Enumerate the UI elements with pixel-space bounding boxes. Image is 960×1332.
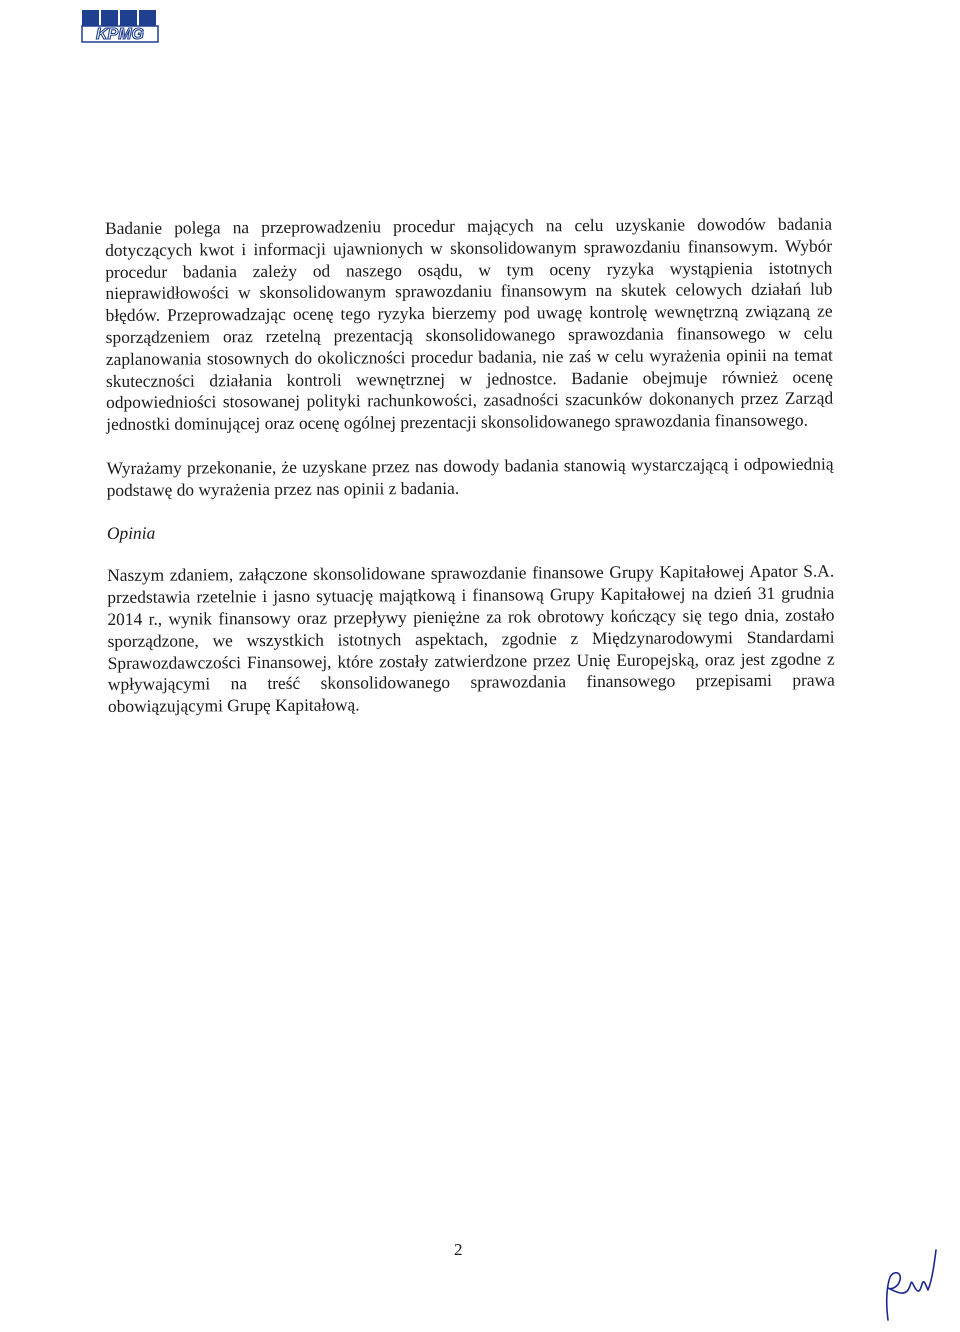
- page-number: 2: [454, 1240, 463, 1259]
- logo-text: KPMG: [96, 26, 144, 43]
- paragraph-opinion: Naszym zdaniem, załączone skonsolidowane sprawozdanie finansowe Grupy Kapitałowej Apator S.A. przedstawia rzetelnie i jasno sytuację majątkową i finansową Grupy Kapitałowej na dzień 31 grudnia 2014 r., wynik finansowy oraz przepływy pieniężne za rok obrotowy kończący się tego dnia, zostało sporządzone, we wszystkich istotnych aspektach, zgodnie z Międzynarodowymi Standardami Sprawozdawczości Finansowej, które zostały zatwierdzone przez Unię Europejską, oraz jest zgodne z wpływającymi na treść skonsolidowanego sprawozdania finansowego przepisami prawa obowiązującymi Grupę Kapitałową.: [107, 560, 835, 717]
- paragraph-audit-scope: Badanie polega na przeprowadzeniu procedur mających na celu uzyskanie dowodów badania dotyczących kwot i informacji ujawnionych w skonsolidowanym sprawozdaniu finansowym. Wybór procedur badania zależy od naszego osądu, w tym oceny ryzyka wystąpienia istotnych nieprawidłowości w skonsolidowanym sprawozdaniu finansowym na skutek celowych działań lub błędów. Przeprowadzając ocenę tego ryzyka bierzemy pod uwagę kontrolę wewnętrzną związaną ze sporządzeniem oraz rzetelną prezentacją skonsolidowanego sprawozdania finansowego w celu zaplanowania stosownych do okoliczności procedur badania, nie zaś w celu wyrażenia opinii na temat skuteczności działania kontroli wewnętrznej w jednostce. Badanie obejmuje również ocenę odpowiedniości stosowanej polityki rachunkowości, zasadności szacunków dokonanych przez Zarząd jednostki dominującej oraz ocenę ogólnej prezentacji skonsolidowanego sprawozdania finansowego.: [105, 213, 834, 435]
- handwritten-initials: [874, 1244, 942, 1324]
- report-body: [105, 214, 835, 718]
- kpmg-logo: [80, 8, 160, 46]
- opinion-heading: Opinia: [106, 522, 156, 543]
- paragraph-belief: Wyrażamy przekonanie, że uzyskane przez nas dowody badania stanowią wystarczającą i odpowiednią podstawę do wyrażenia przez nas opinii z badania.: [106, 453, 834, 500]
